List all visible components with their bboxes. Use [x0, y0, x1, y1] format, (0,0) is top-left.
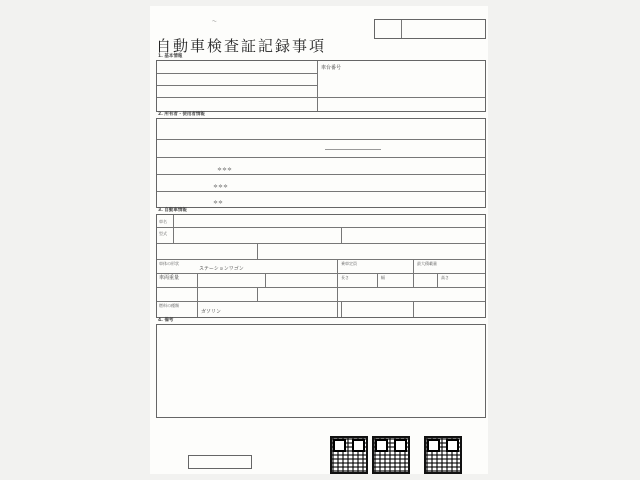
maker-label: 車名 — [159, 219, 167, 224]
section-2-table — [156, 118, 486, 208]
section-2-heading: 2. 所有者・使用者情報 — [158, 112, 205, 117]
load-label: 最大積載量 — [417, 261, 437, 266]
title-mark: ～ — [212, 19, 218, 25]
fuel-value: ガソリン — [201, 309, 222, 315]
owner-row-4-value: ＊＊＊ — [213, 184, 229, 190]
width-label: 幅 — [381, 275, 385, 280]
document-title: 自動車検査証記録事項 — [156, 37, 327, 55]
id-box — [188, 455, 252, 469]
weight-label: 車両重量 — [159, 275, 180, 281]
qr-code-2 — [372, 436, 410, 474]
top-right-box — [374, 19, 486, 39]
owner-row-5-value: ＊＊ — [213, 200, 224, 206]
serial-label: 車台番号 — [321, 65, 342, 71]
section-3-heading: 3. 自動車情報 — [158, 208, 187, 213]
model-label: 型式 — [159, 231, 167, 236]
owner-row-3-value: ＊＊＊ — [217, 167, 233, 173]
section-4-heading: 4. 備考 — [158, 318, 174, 323]
fuel-label: 燃料の種類 — [159, 303, 179, 308]
body-label: 車体の形状 — [159, 261, 179, 266]
height-label: 高さ — [441, 275, 449, 280]
vehicle-inspection-record — [150, 6, 488, 474]
qr-code-3 — [424, 436, 462, 474]
length-label: 長さ — [341, 275, 349, 280]
section-3-table — [156, 214, 486, 318]
body-value: ステーションワゴン — [199, 266, 244, 272]
section-1-heading: 1. 基本情報 — [158, 54, 183, 59]
qr-code-1 — [330, 436, 368, 474]
section-1-table — [156, 60, 486, 112]
capacity-label: 乗車定員 — [341, 261, 357, 266]
section-4-notes — [156, 324, 486, 418]
